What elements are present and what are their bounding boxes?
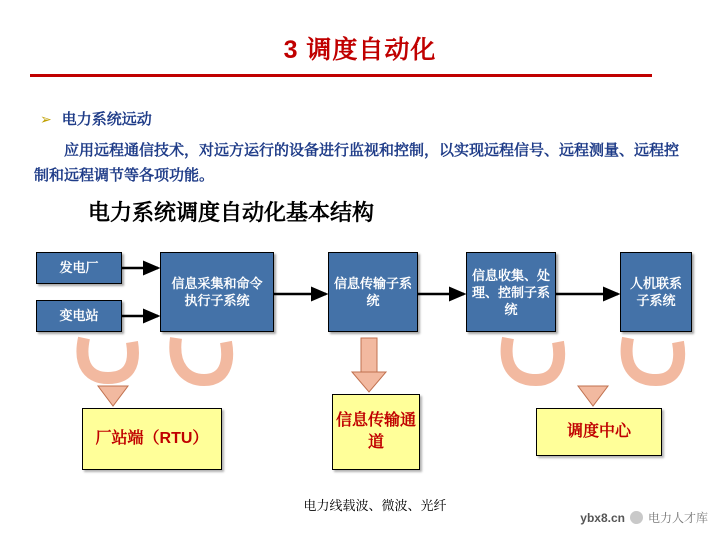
callout-dispatch-center[interactable]: 调度中心 bbox=[536, 408, 662, 456]
node-transmission[interactable]: 信息传输子系统 bbox=[328, 252, 418, 332]
callout-channel[interactable]: 信息传输通道 bbox=[332, 394, 420, 470]
page-title: 3 调度自动化 bbox=[283, 36, 437, 64]
bullet-arrow-icon: ➢ bbox=[40, 110, 52, 127]
watermark-text: 电力人才库 bbox=[647, 511, 708, 525]
architecture-diagram bbox=[0, 238, 720, 538]
bullet-heading bbox=[40, 108, 152, 129]
node-processing[interactable]: 信息收集、处理、控制子系统 bbox=[466, 252, 556, 332]
section-heading: 电力系统调度自动化基本结构 bbox=[88, 200, 375, 225]
node-power-plant[interactable]: 发电厂 bbox=[36, 252, 122, 284]
node-hmi[interactable]: 人机联系子系统 bbox=[620, 252, 692, 332]
callout-station-side[interactable]: 厂站端（RTU） bbox=[82, 408, 222, 470]
watermark-code: ybx8.cn bbox=[580, 510, 625, 525]
watermark-logo-icon bbox=[630, 511, 643, 524]
watermark bbox=[580, 509, 708, 526]
bullet-label: 电力系统远动 bbox=[61, 111, 152, 128]
node-acquisition[interactable]: 信息采集和命令执行子系统 bbox=[160, 252, 274, 332]
node-substation[interactable]: 变电站 bbox=[36, 300, 122, 332]
title-divider bbox=[30, 74, 652, 77]
diagram-caption: 电力线载波、微波、光纤 bbox=[303, 498, 447, 513]
body-paragraph: 应用远程通信技术，对远方运行的设备进行监视和控制，以实现远程信号、远程测量、远程控制和远程调节等各项功能。 bbox=[34, 142, 680, 184]
